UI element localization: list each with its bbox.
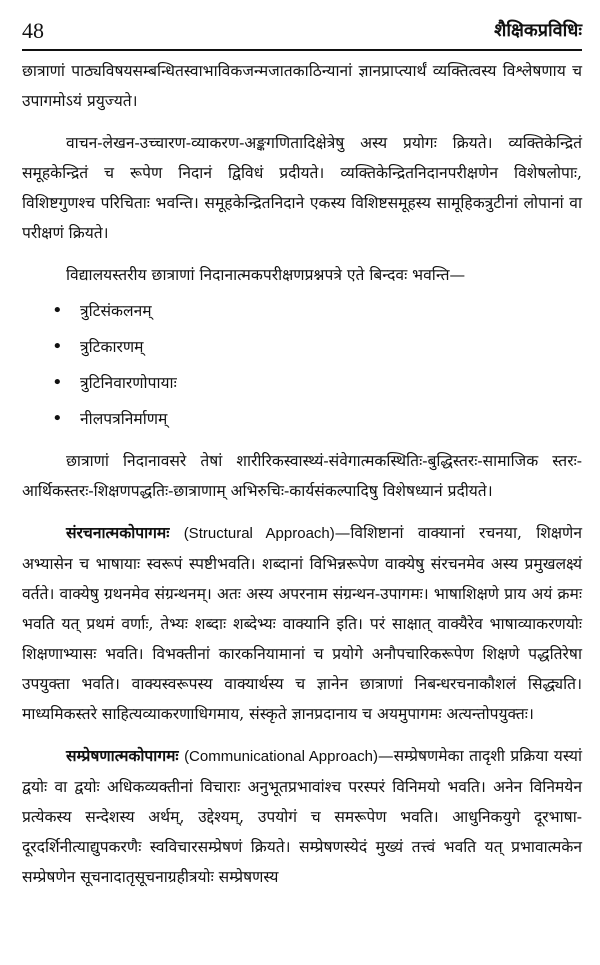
communicational-approach-text: —सम्प्रेषणमेका तादृशी प्रक्रिया यस्यां द्वयोः वा द्वयोः अधिकव्यक्तीनां विचाराः अनुभूतप्रभावांश्च परस्परं विनिमयो भवति। अनेन विनिमयेन प्रत्येकस्य सन्देशस्य अर्थम्, उद्देश्यम्, उपयोगं च समरूपेण भवति। आधुनिकयुगे दूरभाषा-दूरदर्शिनीत्याद्युपकरणैः स्वविचारसम्प्रेषणं क्रियते। सम्प्रेषणस्येदं मुख्यं तत्त्वं भवति यत् प्रभावात्मकेन सम्प्रेषणेन सूचनादातृसूचनाग्रहीत्रयोः सम्प्रेषणस्य — [22, 747, 582, 886]
communicational-approach-english: (Communicational Approach) — [184, 748, 378, 765]
page-header — [22, 10, 582, 50]
structural-approach-term: संरचनात्मकोपागमः — [66, 523, 170, 542]
paragraph-diagnostic-points: विद्यालयस्तरीय छात्राणां निदानात्मकपरीक्षणप्रश्नपत्रे एते बिन्दवः भवन्ति— — [66, 266, 466, 284]
list-item-label: नीलपत्रनिर्माणम् — [80, 410, 168, 428]
paragraph-structural-approach — [22, 518, 582, 729]
list-item-label: त्रुटिकारणम् — [80, 338, 144, 356]
bullet-list — [22, 294, 582, 436]
structural-approach-text: —विशिष्टानां वाक्यानां रचनया, शिक्षणेन अभ्यासेन च भाषायाः स्वरूपं स्पष्टीभवति। शब्दानां विभिन्नरूपेण वाक्येषु संरचनमेव अस्य प्रमुखलक्ष्यं वर्तते। वाक्येषु ग्रथनमेव संग्रन्थनम्। अतः अस्य अपरनाम संग्रन्थन-उपागमः। भाषाशिक्षणे प्राय अयं क्रमः भवति यत् प्रथमं वर्णाः, तेभ्यः शब्दाः शब्देभ्यः वाक्यानि इति। परं साक्षात् वाक्यैरेव भाषाव्याकरणयोः शिक्षणाभ्यासः भवति। विभक्तीनां कारकनियामानां च प्रयोगे अनौपचारिकरूपेण शिक्षणे पद्धतिरेषा उपयुक्ता भवति। वाक्यस्वरूपस्य वाक्यार्थस्य च ज्ञानेन छात्राणां निबन्धरचनाकौशलं सिद्ध्यति। माध्यमिकस्तरे साहित्यव्याकरणाधिगमाय, संस्कृते ज्ञानप्रदानाय च अयमुपागमः अत्यन्तोपयुक्तः। — [22, 524, 582, 723]
list-item — [22, 294, 582, 328]
running-title: शैक्षिकप्रविधिः — [494, 20, 582, 41]
bullet-icon: • — [52, 300, 63, 321]
paragraph-communicational-approach — [22, 741, 582, 892]
paragraph-application-areas: वाचन-लेखन-उच्चारण-व्याकरण-अङ्कगणितादिक्षेत्रेषु अस्य प्रयोगः क्रियते। व्यक्तिकेन्द्रितं समूहकेन्द्रितं च रूपेण निदानं द्विविधं प्रदीयते। व्यक्तिकेन्द्रितनिदानपरीक्षणेन विशेषलोपाः, विशिष्टगुणश्च परिचिताः भवन्ति। समूहकेन्द्रितनिदाने एकस्य विशिष्टसमूहस्य सामूहिकत्रुटीनां लोपानां वा परीक्षणं क्रियते। — [22, 134, 582, 242]
list-item-label: त्रुटिनिवारणोपायाः — [80, 374, 177, 392]
structural-approach-english: (Structural Approach) — [183, 525, 335, 542]
list-item — [22, 330, 582, 364]
list-item — [22, 402, 582, 436]
page-number: 48 — [22, 18, 44, 43]
bullet-icon: • — [52, 408, 63, 429]
paragraph-intro: छात्राणां पाठ्यविषयसम्बन्धितस्वाभाविकजन्मजातकाठिन्यानां ज्ञानप्राप्त्यार्थं व्यक्तित्वस्य विश्लेषणाय च उपागमोऽयं प्रयुज्यते। — [22, 62, 582, 110]
header-rule — [22, 49, 582, 51]
page-body — [22, 56, 582, 904]
bullet-icon: • — [52, 372, 63, 393]
communicational-approach-term: सम्प्रेषणात्मकोपागमः — [66, 746, 179, 765]
list-item-label: त्रुटिसंकलनम् — [80, 302, 152, 320]
paragraph-diagnosis-factors: छात्राणां निदानावसरे तेषां शारीरिकस्वास्थ्यं-संवेगात्मकस्थितिः-बुद्धिस्तरः-सामाजिक स्तरः-आर्थिकस्तरः-शिक्षणपद्धतिः-छात्राणाम् अभिरुचिः-कार्यसंकल्पादिषु विशेषध्यानं प्रदीयते। — [22, 452, 582, 500]
bullet-icon: • — [52, 336, 63, 357]
list-item — [22, 366, 582, 400]
